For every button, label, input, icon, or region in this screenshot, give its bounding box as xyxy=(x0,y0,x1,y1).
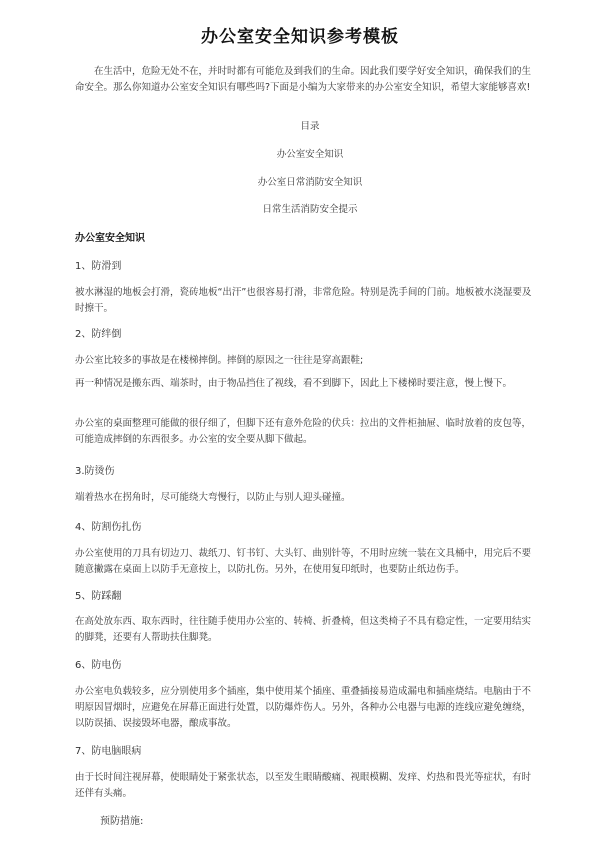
heading-6: 6、防电伤 xyxy=(75,660,122,671)
section-title: 办公室安全知识 xyxy=(75,233,145,244)
heading-3: 3.防烫伤 xyxy=(75,466,115,477)
paragraph-2c: 办公室的桌面整理可能做的很仔细了，但脚下还有意外危险的伏兵：拉出的文件柜抽屉、临时放着的皮包等，可能造成摔倒的东西很多。办公室的安全要从脚下做起。 xyxy=(75,418,532,445)
paragraph-4: 办公室使用的刀具有切边刀、裁纸刀、钉书钉、大头钉、曲别针等，不用时应统一装在文具桶中，用完后不要随意撇露在桌面上以防手无意按上，以防扎伤。另外，在使用复印纸时，也要防止纸边伤手。 xyxy=(75,548,532,575)
heading-4: 4、防割伤扎伤 xyxy=(75,522,142,533)
heading-5: 5、防踩翻 xyxy=(75,591,122,602)
prevention-label: 预防措施: xyxy=(100,816,144,827)
paragraph-1: 被水淋湿的地板会打滑，瓷砖地板“出汗”也很容易打滑，非常危险。特别是洗手间的门前。地板被水浇湿要及时擦干。 xyxy=(75,287,532,314)
intro-paragraph: 在生活中，危险无处不在，并时时都有可能危及到我们的生命。因此我们要学好安全知识，确保我们的生命安全。那么你知道办公室安全知识有哪些吗?下面是小编为大家带来的办公室安全知识，希望大家能够喜欢! xyxy=(75,66,532,93)
page-title: 办公室安全知识参考模板 xyxy=(201,27,399,47)
paragraph-2a: 办公室比较多的事故是在楼梯摔倒。摔倒的原因之一往往是穿高跟鞋; xyxy=(75,355,364,366)
toc-item-2[interactable]: 办公室日常消防安全知识 xyxy=(257,177,363,188)
heading-2: 2、防绊倒 xyxy=(75,329,122,340)
paragraph-5: 在高处放东西、取东西时，往往随手使用办公室的、转椅、折叠椅，但这类椅子不具有稳定性，一定要用结实的脚凳，还要有人帮助扶住脚凳。 xyxy=(75,616,532,643)
paragraph-2b: 再一种情况是搬东西、端茶时，由于物品挡住了视线，看不到脚下，因此上下楼梯时要注意，慢上慢下。 xyxy=(75,378,513,389)
paragraph-7: 由于长时间注视屏幕，使眼睛处于紧张状态，以至发生眼睛酸痛、视眼模糊、发痒、灼热和畏光等症状，有时还伴有头痛。 xyxy=(75,772,532,799)
heading-7: 7、防电脑眼病 xyxy=(75,746,142,757)
toc-item-1[interactable]: 办公室安全知识 xyxy=(276,149,344,160)
heading-1: 1、防滑到 xyxy=(75,261,122,272)
paragraph-6: 办公室电负载较多，应分别使用多个插座，集中使用某个插座、重叠插接易造成漏电和插座烧结。电脑由于不明原因冒烟时，应避免在屏幕正面进行处置，以防爆炸伤人。另外，各种办公电器与电源的连线应避免缠绕，以防误插、误接毁坏电器，酿成事故。 xyxy=(75,686,532,729)
toc-heading: 目录 xyxy=(300,121,320,132)
toc-item-3[interactable]: 日常生活消防安全提示 xyxy=(262,204,358,215)
paragraph-3: 端着热水在拐角时，尽可能绕大弯慢行，以防止与别人迎头碰撞。 xyxy=(75,492,351,503)
